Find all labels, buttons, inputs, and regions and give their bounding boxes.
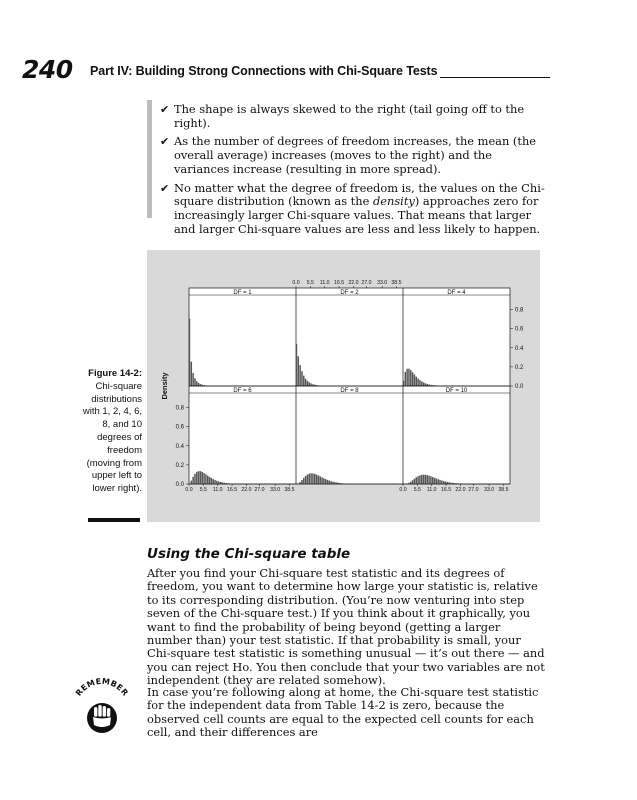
histogram-bar <box>416 377 417 386</box>
caption-label: Figure 14-2: <box>88 368 142 379</box>
histogram-bar <box>211 478 212 484</box>
chi-square-chart <box>147 250 540 522</box>
figure-14-2 <box>147 250 540 522</box>
section-heading: Using the Chi-square table <box>147 546 351 562</box>
histogram-bar <box>419 380 420 386</box>
y-axis-label: Density <box>160 372 169 400</box>
header-rule <box>440 77 550 78</box>
density-term: density <box>372 194 415 209</box>
histogram-bar <box>414 479 415 484</box>
histogram-bar <box>421 381 422 386</box>
histogram-bar <box>203 473 204 484</box>
panel-label: DF = 10 <box>445 388 468 394</box>
histogram-bar <box>436 479 437 484</box>
histogram-bar <box>447 482 448 484</box>
bullet-list <box>160 103 550 241</box>
histogram-bar <box>327 480 328 484</box>
histogram-bar <box>416 477 417 484</box>
histogram-bar <box>192 477 193 484</box>
histogram-bar <box>417 379 418 386</box>
panel-label: DF = 2 <box>340 290 359 296</box>
histogram-bar <box>310 383 311 386</box>
x-tick-label: 33.0 <box>484 487 495 493</box>
histogram-bar <box>196 472 197 484</box>
histogram-bar <box>316 475 317 484</box>
svg-text:REMEMBER <box>74 677 130 698</box>
check-icon: ✔ <box>160 135 170 149</box>
y-tick-label: 0.6 <box>515 326 524 333</box>
x-tick-label: 11.0 <box>212 487 223 493</box>
y-tick-label: 0.6 <box>175 424 184 431</box>
x-tick-label: 33.0 <box>270 487 281 493</box>
histogram-bar <box>216 481 217 484</box>
histogram-bar <box>421 475 422 484</box>
histogram-bar <box>423 382 424 386</box>
histogram-bar <box>205 474 206 484</box>
histogram-bar <box>202 472 203 484</box>
histogram-bar <box>445 481 446 484</box>
histogram-bar <box>417 476 418 484</box>
x-tick-label: 5.5 <box>306 280 314 286</box>
panel-label: DF = 4 <box>447 290 466 296</box>
histogram-bar <box>218 481 219 484</box>
histogram-bar <box>443 481 444 484</box>
figure-caption <box>80 368 142 496</box>
histogram-bar <box>192 373 193 386</box>
x-tick-label: 0.0 <box>185 487 193 493</box>
x-tick-label: 38.5 <box>284 487 295 493</box>
histogram-bar <box>194 378 195 386</box>
histogram-bar <box>296 344 297 386</box>
bullet-text: No matter what the degree of freedom is, the values on the Chi-square distribution (known as the density) approaches zero for increasingly larger Chi-square values. That means that larger and larger Chi-square values are less and less likely to happen. <box>174 180 545 236</box>
y-tick-label: 0.2 <box>515 364 524 371</box>
x-tick-label: 11.0 <box>426 487 437 493</box>
histogram-bar <box>434 478 435 484</box>
histogram-bar <box>305 476 306 484</box>
histogram-bar <box>439 480 440 484</box>
histogram-bar <box>432 477 433 484</box>
histogram-bar <box>323 478 324 484</box>
histogram-bar <box>212 479 213 484</box>
x-tick-label: 27.0 <box>361 280 372 286</box>
x-tick-label: 27.0 <box>468 487 479 493</box>
panel-label: DF = 1 <box>233 290 252 296</box>
histogram-bar <box>191 362 192 386</box>
histogram-bar <box>325 479 326 484</box>
histogram-bar <box>423 475 424 484</box>
histogram-bar <box>428 476 429 484</box>
remember-icon <box>70 676 134 740</box>
x-tick-label: 16.5 <box>227 487 238 493</box>
histogram-bar <box>198 471 199 484</box>
y-tick-label: 0.4 <box>515 345 524 352</box>
histogram-bar <box>310 473 311 484</box>
bullet-text: As the number of degrees of freedom increases, the mean (the overall average) increases (moves to the right) and the variances increase (resulting in more spread). <box>174 134 537 176</box>
y-tick-label: 0.4 <box>175 443 184 450</box>
paragraph-1: After you find your Chi-square test statistic and its degrees of freedom, you want to determine how large your statistic is, relative to its corresponding distribution. (You’re now venturing into step seven of the Chi-square test.) If you think about it graphically, you want to find the probability of being beyond (getting a larger number than) your test statistic. If that probability is small, your Chi-square test statistic is something unusual — it’s out there — and you can reject Ho. You then conclude that your two variables are not independent (they are related somehow). <box>147 566 545 688</box>
histogram-bar <box>299 482 300 484</box>
histogram-bar <box>406 369 407 386</box>
histogram-bar <box>321 477 322 484</box>
histogram-bar <box>189 319 190 386</box>
histogram-bar <box>437 479 438 484</box>
histogram-bar <box>194 474 195 484</box>
histogram-bar <box>207 476 208 484</box>
histogram-bar <box>403 381 404 386</box>
x-tick-label: 38.5 <box>391 280 402 286</box>
histogram-bar <box>319 476 320 484</box>
histogram-bar <box>307 475 308 484</box>
bullet-item <box>160 103 550 130</box>
caption-text: Chi-square distributions with 1, 2, 4, 6, 8, and 10 degrees of freedom (moving from upper left to lower right). <box>82 380 142 495</box>
histogram-bar <box>330 481 331 484</box>
histogram-bar <box>425 475 426 484</box>
x-tick-label: 5.5 <box>199 487 207 493</box>
x-tick-label: 0.0 <box>399 487 407 493</box>
histogram-bar <box>214 480 215 484</box>
panel-label: DF = 8 <box>340 388 359 394</box>
bullet-item <box>160 182 550 237</box>
histogram-bar <box>312 473 313 484</box>
histogram-bar <box>209 477 210 484</box>
x-tick-label: 27.0 <box>254 487 265 493</box>
histogram-bar <box>309 382 310 386</box>
x-tick-label: 16.5 <box>334 280 345 286</box>
histogram-bar <box>318 475 319 484</box>
histogram-bar <box>198 383 199 386</box>
histogram-bar <box>419 475 420 484</box>
histogram-bar <box>332 482 333 484</box>
check-icon: ✔ <box>160 103 170 116</box>
bullet-text: The shape is always skewed to the right (tail going off to the right). <box>174 102 525 130</box>
histogram-bar <box>414 375 415 386</box>
histogram-bar <box>410 370 411 386</box>
histogram-bar <box>448 482 449 484</box>
histogram-bar <box>200 471 201 484</box>
histogram-bar <box>220 482 221 484</box>
y-tick-label: 0.8 <box>515 307 524 314</box>
x-tick-label: 33.0 <box>377 280 388 286</box>
x-tick-label: 22.0 <box>348 280 359 286</box>
x-tick-label: 11.0 <box>319 280 330 286</box>
histogram-bar <box>408 369 409 386</box>
histogram-bar <box>425 383 426 386</box>
x-tick-label: 16.5 <box>441 487 452 493</box>
histogram-bar <box>301 371 302 386</box>
histogram-bar <box>412 480 413 484</box>
caption-rule <box>88 518 140 522</box>
x-tick-label: 38.5 <box>498 487 509 493</box>
histogram-bar <box>314 474 315 484</box>
check-icon: ✔ <box>160 181 170 195</box>
bullet-sidebar-bar <box>147 100 152 218</box>
histogram-bar <box>309 474 310 484</box>
x-tick-label: 22.0 <box>455 487 466 493</box>
histogram-bar <box>298 356 299 386</box>
histogram-bar <box>307 381 308 386</box>
y-tick-label: 0.8 <box>175 405 184 412</box>
histogram-bar <box>305 379 306 386</box>
x-tick-label: 0.0 <box>292 280 300 286</box>
histogram-bar <box>441 480 442 484</box>
histogram-bar <box>412 372 413 386</box>
y-tick-label: 0.0 <box>175 482 184 488</box>
histogram-bar <box>301 480 302 484</box>
histogram-bar <box>405 372 406 386</box>
histogram-bar <box>299 365 300 386</box>
histogram-bar <box>410 482 411 484</box>
panel-label: DF = 6 <box>233 388 252 394</box>
histogram-bar <box>191 481 192 484</box>
x-tick-label: 5.5 <box>413 487 421 493</box>
histogram-bar <box>426 475 427 484</box>
histogram-bar <box>196 381 197 386</box>
histogram-bar <box>303 376 304 386</box>
histogram-bar <box>334 482 335 484</box>
histogram-bar <box>329 481 330 484</box>
bullet-item <box>160 135 550 176</box>
paragraph-2: In case you’re following along at home, the Chi-square test statistic for the independent data from Table 14-2 is zero, because the observed cell counts are equal to the expected cell counts for each cell, and their differences are <box>147 685 539 740</box>
page-number: 240 <box>22 55 73 84</box>
y-tick-label: 0.2 <box>175 462 184 469</box>
remember-label: REMEMBER <box>74 676 130 698</box>
x-tick-label: 22.0 <box>241 487 252 493</box>
y-tick-label: 0.0 <box>515 384 524 390</box>
histogram-bar <box>430 476 431 484</box>
running-title: Part IV: Building Strong Connections with Chi-Square Tests <box>90 64 438 78</box>
histogram-bar <box>303 478 304 484</box>
